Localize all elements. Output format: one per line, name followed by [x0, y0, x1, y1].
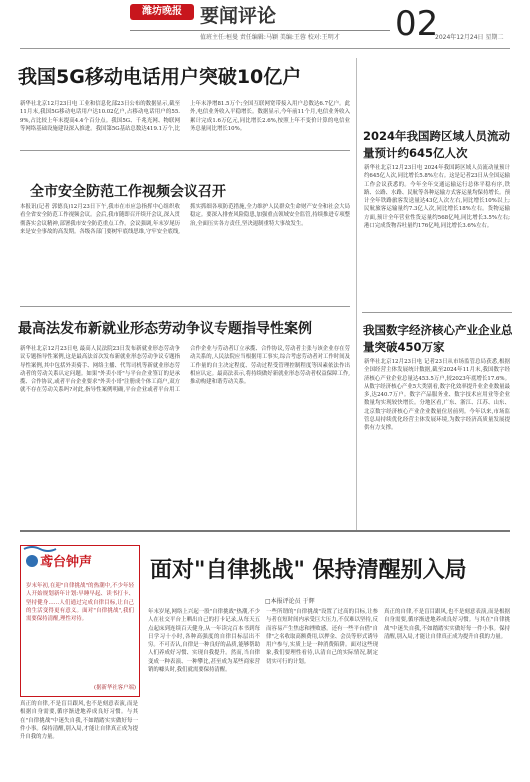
divider-3 [362, 312, 512, 313]
column-rule [356, 58, 357, 530]
column-body-3: 真正的自律,不是盲目跟风,也不是刻意表演,而是根据自身需要,循序渐进地养成良好习惯。与其在"自律挑战"中迷失自我,不如踏踏实实做好每一件小事。保持清醒,别入局,才能让自律真正成为提升自我的力量。 [384, 609, 510, 640]
column-intro-text: 岁末年初,在迎"自律挑战"的热潮中,不少年轻人开始规划新年计划:早睡早起、读书打卡、坚持健身……人们通过完成自律目标,让自己的生活变得更有意义。面对"自律挑战",我们需要保持清醒,理性对待。 [26, 583, 134, 623]
article-body-court: 新华社北京12月23日电 最高人民法院23日发布新就业形态劳动争议专题指导性案例,这是最高法首次发布新就业形态劳动争议专题指导性案例,其中包括外卖骑手、网络主播、代驾司机等新就业形态劳动者的劳动关系认定问题。如果"外卖小哥"与平台企业签订的是承揽、合作协议,或者平台企业要求"外卖小哥"注册成个体工商户,双方就不存在劳动关系吗?对此,指导性案例明确,平台企业或者平台用工合作企业与劳动者订立承揽、合作协议,劳动者主张与该企业存在劳动关系的,人民法院应当根据用工事实,综合考虑劳动者对工作时间及工作量的自主决定程度、劳动过程受管理控制程度等因素依法作出相应认定。最高法表示,将持续做好新就业形态劳动者权益保障工作,推动构建和谐劳动关系。 [20, 346, 350, 394]
article-title-safety: 全市安全防范工作视频会议召开 [30, 184, 226, 200]
column-body-1: 年末岁尾,网络上兴起一股"自律挑战"热潮,不少人在社交平台上晒出自己的打卡记录,从每天五点起床到连续百天健身,从一年读完百本书到每日学习十小时,各种高强度的自律目标层出不穷。不可否认,自律是一种良好的品质,能够帮助人们养成好习惯、实现自我提升。然而,当自律变成一种表演、一种攀比,甚至成为某些商家营销的噱头时,我们就需要保持清醒。 [148, 609, 260, 674]
header-rule [130, 30, 390, 31]
column-body-2: 一些所谓的"自律挑战"设置了过高的目标,让参与者在短时间内承受巨大压力,不仅难以坚持,反而容易产生焦虑和挫败感。还有一些平台借"自律"之名收取高额费用,以押金、会员等形式诱导用户参与,实质上是一种消费陷阱。面对这些现象,我们要理性看待,认清自己的实际情况,制定切实可行的计划。 [266, 609, 378, 665]
article-body-safety: 本报讯(记者 郭德良)12月23日下午,我市在市应急指挥中心组织收看全省安全防范工作视频会议。会后,我市随即召开续开会议,深入贯彻落实会议精神,部署我市安全防范重点工作。会议强调,年末岁尾历来是安全事故的高发期。各级各部门要树牢底线思维,守牢安全底线,抓实抓细各项防范措施,全力维护人民群众生命财产安全和社会大局稳定。要深入排查风险隐患,加强重点领域安全监管,持续推进专项整治,全面压实各方责任,坚决遏制重特大事故发生。 [20, 204, 350, 235]
article-title-court: 最高法发布新就业形态劳动争议专题指导性案例 [18, 321, 312, 337]
masthead [0, 0, 530, 48]
issue-date: 2024年12月24日 星期二 [435, 34, 504, 41]
header-divider [20, 48, 510, 49]
column-body-lower-left: 真正的自律,不是盲目跟风,也不是刻意表演,而是根据自身需要,循序渐进地养成良好习惯。与其在"自律挑战"中迷失自我,不如踏踏实实做好每一件小事。保持清醒,别入局,才能让自律真正成为提升自我的力量。 [20, 701, 138, 741]
article-body-5g: 新华社北京12月23日电 工业和信息化部23日公布的数据显示,截至11月末,我国5G移动电话用户达10.02亿户,占移动电话用户的55.9%,占比较上年末提高4.4个百分点。我国5G、千兆光网、物联网等网络基础设施建设深入推进。我国第5G基站总数达419.1万个,比上年末净增81.5万个;全国互联网宽带接入用户总数达6.7亿户。此外,电信业务收入平稳增长。数据显示,今年前11个月,电信业务收入累计完成1.6万亿元,同比增长2.6%,按照上年不变价计算的电信业务总量同比增长10%。 [20, 101, 350, 132]
section-title: 要闻评论 [200, 5, 277, 27]
article-title-digital: 我国数字经济核心产业企业总量突破450万家 [363, 323, 513, 354]
article-title-5g: 我国5G移动电话用户突破10亿户 [18, 66, 302, 88]
column-byline: □本报评论员 于辉 [265, 598, 315, 605]
article-body-travel: 新华社北京12月23日电 2024年我国跨区域人员流动量预计约645亿人次,同比增长5.8%左右。这是记者23日从全国运输工作会议获悉的。今年全年交通运输运行总体平稳有序,铁路、公路、水路、民航等各种运输方式客运量均保持增长。预计全年铁路旅客发送量达43亿人次左右,同比增长10%以上;民航旅客运输量约7.3亿人次,同比增长18%左右。货物运输方面,预计全年营业性货运量约568亿吨,同比增长3.5%左右;港口完成货物吞吐量约176亿吨,同比增长3.6%左右。 [364, 165, 510, 230]
column-title: 面对"自律挑战" 保持清醒别入局 [150, 558, 467, 583]
article-body-digital: 新华社北京12月23日电 记者23日从市场监管总局获悉,根据全国经营主体发展统计数据,截至2024年11月末,我国数字经济核心产业企业总量达453.5万户,较2023年底增长17.6%。从数字经济核心产业5大类别看,数字化效率提升业企业数量最多,达240.7万户。数字产品服务业、数字技术应用业等企业数量均实现较快增长。分地区看,广东、浙江、江苏、山东、北京数字经济核心产业企业数量位居前列。今年以来,市场监管总局持续优化经营主体发展环境,为数字经济高质量发展提供有力支撑。 [364, 359, 510, 432]
divider-1 [20, 150, 350, 151]
page-number: 02 [395, 4, 439, 44]
newspaper-logo: 潍坊晚报 [130, 4, 194, 20]
divider-main [20, 530, 510, 532]
column-badge: 鸢台钟声 [40, 555, 93, 570]
editor-credits: 值班主任:桓曼 责任编辑:马颖 美编:王蓉 校对:王明才 [200, 34, 340, 41]
article-title-travel: 2024年我国跨区域人员流动量预计约645亿人次 [363, 129, 511, 160]
column-intro-source: (据新华社客户端) [94, 685, 136, 691]
divider-2 [20, 306, 350, 307]
